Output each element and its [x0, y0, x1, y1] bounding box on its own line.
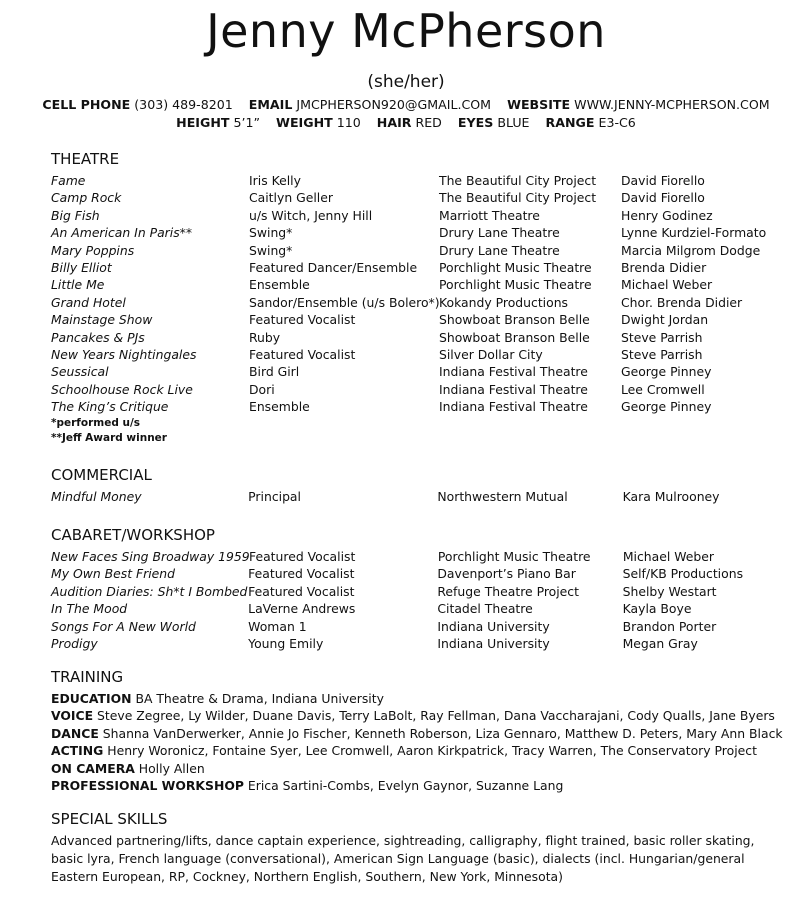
- company: Northwestern Mutual: [437, 489, 568, 504]
- director: George Pinney: [621, 399, 712, 415]
- resume-name: Jenny McPherson: [206, 4, 606, 58]
- training-heading: TRAINING: [51, 668, 124, 686]
- director: Lynne Kurdziel-Formato: [621, 225, 767, 241]
- weight-label: WEIGHT: [276, 115, 333, 130]
- training-row: [51, 707, 775, 724]
- director: George Pinney: [621, 364, 712, 380]
- company: Indiana Festival Theatre: [439, 399, 588, 415]
- training-value: Steve Zegree, Ly Wilder, Duane Davis, Terry LaBolt, Ray Fellman, Dana Vaccharajani, Cody Qualls, Jane Byers: [97, 708, 775, 724]
- eyes-value: BLUE: [497, 115, 530, 130]
- credit-row: [51, 565, 772, 582]
- commercial-section: [51, 466, 772, 505]
- show-title: Little Me: [51, 277, 105, 293]
- theatre-heading: THEATRE: [51, 150, 120, 168]
- stats-line: [0, 115, 812, 130]
- range-value: E3-C6: [598, 115, 636, 130]
- credit-row: [51, 189, 772, 206]
- show-title: Big Fish: [51, 207, 100, 223]
- show-title: Mainstage Show: [51, 312, 153, 328]
- website-label: WEBSITE: [507, 97, 571, 112]
- director: David Fiorello: [621, 173, 705, 188]
- credit-row: [51, 583, 772, 600]
- director: Kayla Boye: [622, 601, 692, 617]
- role: Caitlyn Geller: [249, 190, 333, 206]
- commercial-heading: COMMERCIAL: [51, 466, 152, 484]
- show-title: An American In Paris**: [51, 225, 193, 241]
- director: Dwight Jordan: [621, 312, 709, 328]
- training-value: BA Theatre & Drama, Indiana University: [135, 691, 384, 706]
- director: Michael Weber: [621, 277, 713, 293]
- role: Woman 1: [248, 618, 307, 634]
- credit-row: [51, 635, 772, 652]
- show-title: Mary Poppins: [51, 242, 135, 258]
- performed-us-note: *performed u/s: [51, 416, 141, 429]
- company: Drury Lane Theatre: [439, 225, 560, 241]
- company: Indiana University: [437, 636, 550, 652]
- training-label: VOICE: [51, 708, 94, 724]
- credit-row: [51, 346, 772, 363]
- director: Chor. Brenda Didier: [621, 294, 743, 310]
- cabaret-heading: CABARET/WORKSHOP: [51, 526, 215, 544]
- role: Featured Vocalist: [248, 566, 355, 582]
- theatre-section: [51, 150, 772, 446]
- role: Young Emily: [248, 636, 324, 652]
- show-title: New Years Nightingales: [51, 347, 197, 363]
- training-row: [51, 690, 772, 707]
- training-value: Holly Allen: [138, 760, 205, 776]
- training-label: PROFESSIONAL WORKSHOP: [51, 778, 244, 794]
- show-title: Seussical: [51, 364, 109, 380]
- credit-row: [51, 618, 772, 635]
- contact-line: [0, 97, 812, 112]
- email-label: EMAIL: [248, 97, 293, 112]
- show-title: Schoolhouse Rock Live: [51, 381, 193, 397]
- director: Brenda Didier: [621, 260, 707, 276]
- role: LaVerne Andrews: [248, 601, 356, 617]
- company: Davenport’s Piano Bar: [437, 566, 576, 582]
- cell-phone-value: (303) 489-8201: [134, 97, 233, 112]
- director: Marcia Milgrom Dodge: [621, 242, 761, 258]
- training-label: ON CAMERA: [51, 760, 135, 776]
- cabaret-section: [51, 526, 772, 652]
- height-value: 5’1”: [233, 115, 261, 130]
- director: David Fiorello: [621, 190, 705, 206]
- credit-row: [51, 381, 772, 398]
- training-row: [51, 760, 772, 777]
- role: Featured Vocalist: [249, 347, 356, 363]
- training-label: DANCE: [51, 725, 99, 741]
- credit-row: [51, 242, 772, 259]
- weight-value: 110: [336, 115, 361, 130]
- training-section: [51, 668, 783, 794]
- show-title: Camp Rock: [51, 190, 122, 206]
- role: Bird Girl: [249, 364, 300, 380]
- role: Ensemble: [249, 277, 310, 293]
- director: Shelby Westart: [622, 583, 717, 599]
- show-title: Pancakes & PJs: [51, 329, 145, 345]
- cell-phone-label: CELL PHONE: [42, 97, 131, 112]
- company: Drury Lane Theatre: [439, 242, 560, 258]
- credit-row: [51, 488, 772, 505]
- skills-section: [51, 810, 772, 886]
- credit-row: [51, 276, 772, 293]
- role: u/s Witch, Jenny Hill: [249, 207, 373, 223]
- role: Dori: [249, 381, 275, 397]
- website-value: WWW.JENNY-MCPHERSON.COM: [574, 97, 770, 112]
- training-label: ACTING: [51, 743, 104, 759]
- credit-row: [51, 398, 772, 415]
- eyes-label: EYES: [457, 115, 494, 130]
- training-row: [51, 725, 783, 742]
- credit-row: [51, 311, 772, 328]
- director: Lee Cromwell: [621, 381, 705, 397]
- training-value: Henry Woronicz, Fontaine Syer, Lee Cromwell, Aaron Kirkpatrick, Tracy Warren, The Conservatory Project: [107, 743, 757, 759]
- credit-row: [51, 363, 772, 380]
- show-title: Prodigy: [51, 636, 98, 652]
- training-value: Shanna VanDerwerker, Annie Jo Fischer, Kenneth Roberson, Liza Gennaro, Matthew D. Peters, Mary Ann Black: [102, 725, 783, 741]
- company: Porchlight Music Theatre: [439, 260, 592, 276]
- role: Featured Vocalist: [248, 583, 355, 599]
- range-label: RANGE: [545, 115, 595, 130]
- show-title: Audition Diaries: Sh*t I Bombed: [51, 583, 248, 599]
- director: Kara Mulrooney: [622, 489, 720, 504]
- director: Henry Godinez: [621, 207, 713, 223]
- show-title: In The Mood: [51, 601, 128, 617]
- role: Featured Dancer/Ensemble: [249, 260, 418, 276]
- company: Indiana Festival Theatre: [439, 381, 588, 397]
- skills-heading: SPECIAL SKILLS: [51, 810, 168, 828]
- credit-row: [51, 600, 772, 617]
- show-title: Mindful Money: [51, 489, 142, 504]
- role: Ruby: [249, 329, 281, 345]
- training-value: Erica Sartini-Combs, Evelyn Gaynor, Suzanne Lang: [247, 778, 564, 794]
- role: Ensemble: [249, 399, 310, 415]
- company: Citadel Theatre: [437, 601, 533, 617]
- director: Michael Weber: [622, 549, 714, 564]
- show-title: My Own Best Friend: [51, 566, 176, 582]
- email-value: JMCPHERSON920@GMAIL.COM: [296, 97, 492, 112]
- show-title: Fame: [51, 173, 86, 188]
- credit-row: [51, 548, 772, 565]
- director: Steve Parrish: [621, 347, 703, 363]
- company: Showboat Branson Belle: [439, 329, 590, 345]
- director: Self/KB Productions: [622, 566, 744, 582]
- company: Silver Dollar City: [439, 347, 543, 363]
- credit-row: [51, 224, 772, 241]
- show-title: The King’s Critique: [51, 399, 169, 415]
- director: Brandon Porter: [622, 618, 717, 634]
- company: The Beautiful City Project: [439, 173, 597, 188]
- commercial-credits: [51, 488, 772, 505]
- company: Porchlight Music Theatre: [439, 277, 592, 293]
- company: Porchlight Music Theatre: [437, 549, 591, 564]
- company: Kokandy Productions: [439, 294, 569, 310]
- company: Indiana University: [437, 618, 550, 634]
- company: Indiana Festival Theatre: [439, 364, 588, 380]
- credit-row: [51, 329, 772, 346]
- skills-text: Advanced partnering/lifts, dance captain experience, sightreading, calligraphy, flight trained, basic roller skating, basic lyra, French language (conversational), American Sign Language (basic), dialects (incl. Hungarian/general Eastern European, RP, Cockney, Northern English, Southern, New York, Minnesota): [51, 833, 755, 884]
- training-list: [51, 690, 783, 794]
- role: Iris Kelly: [249, 173, 301, 188]
- company: The Beautiful City Project: [439, 190, 597, 206]
- training-row: [51, 742, 772, 759]
- training-row: [51, 777, 772, 794]
- role: Featured Vocalist: [249, 549, 356, 564]
- credit-row: [51, 172, 772, 189]
- hair-label: HAIR: [376, 115, 412, 130]
- role: Swing*: [249, 242, 293, 258]
- director: Steve Parrish: [621, 329, 703, 345]
- show-title: New Faces Sing Broadway 1959: [51, 549, 250, 564]
- company: Marriott Theatre: [439, 207, 540, 223]
- company: Showboat Branson Belle: [439, 312, 590, 328]
- role: Featured Vocalist: [249, 312, 356, 328]
- training-label: EDUCATION: [51, 691, 132, 706]
- role: Sandor/Ensemble (u/s Bolero*): [249, 294, 440, 310]
- credit-row: [51, 259, 772, 276]
- credit-row: [51, 207, 772, 224]
- role: Swing*: [249, 225, 293, 241]
- show-title: Billy Elliot: [51, 260, 112, 276]
- company: Refuge Theatre Project: [437, 583, 579, 599]
- jeff-award-note: **Jeff Award winner: [51, 431, 167, 444]
- role: Principal: [248, 489, 301, 504]
- show-title: Songs For A New World: [51, 618, 196, 634]
- director: Megan Gray: [622, 636, 698, 652]
- credit-row: [51, 294, 772, 311]
- height-label: HEIGHT: [176, 115, 230, 130]
- hair-value: RED: [415, 115, 442, 130]
- theatre-credits: [51, 172, 772, 416]
- pronouns: (she/her): [367, 72, 445, 92]
- cabaret-credits: [51, 548, 772, 652]
- show-title: Grand Hotel: [51, 294, 126, 310]
